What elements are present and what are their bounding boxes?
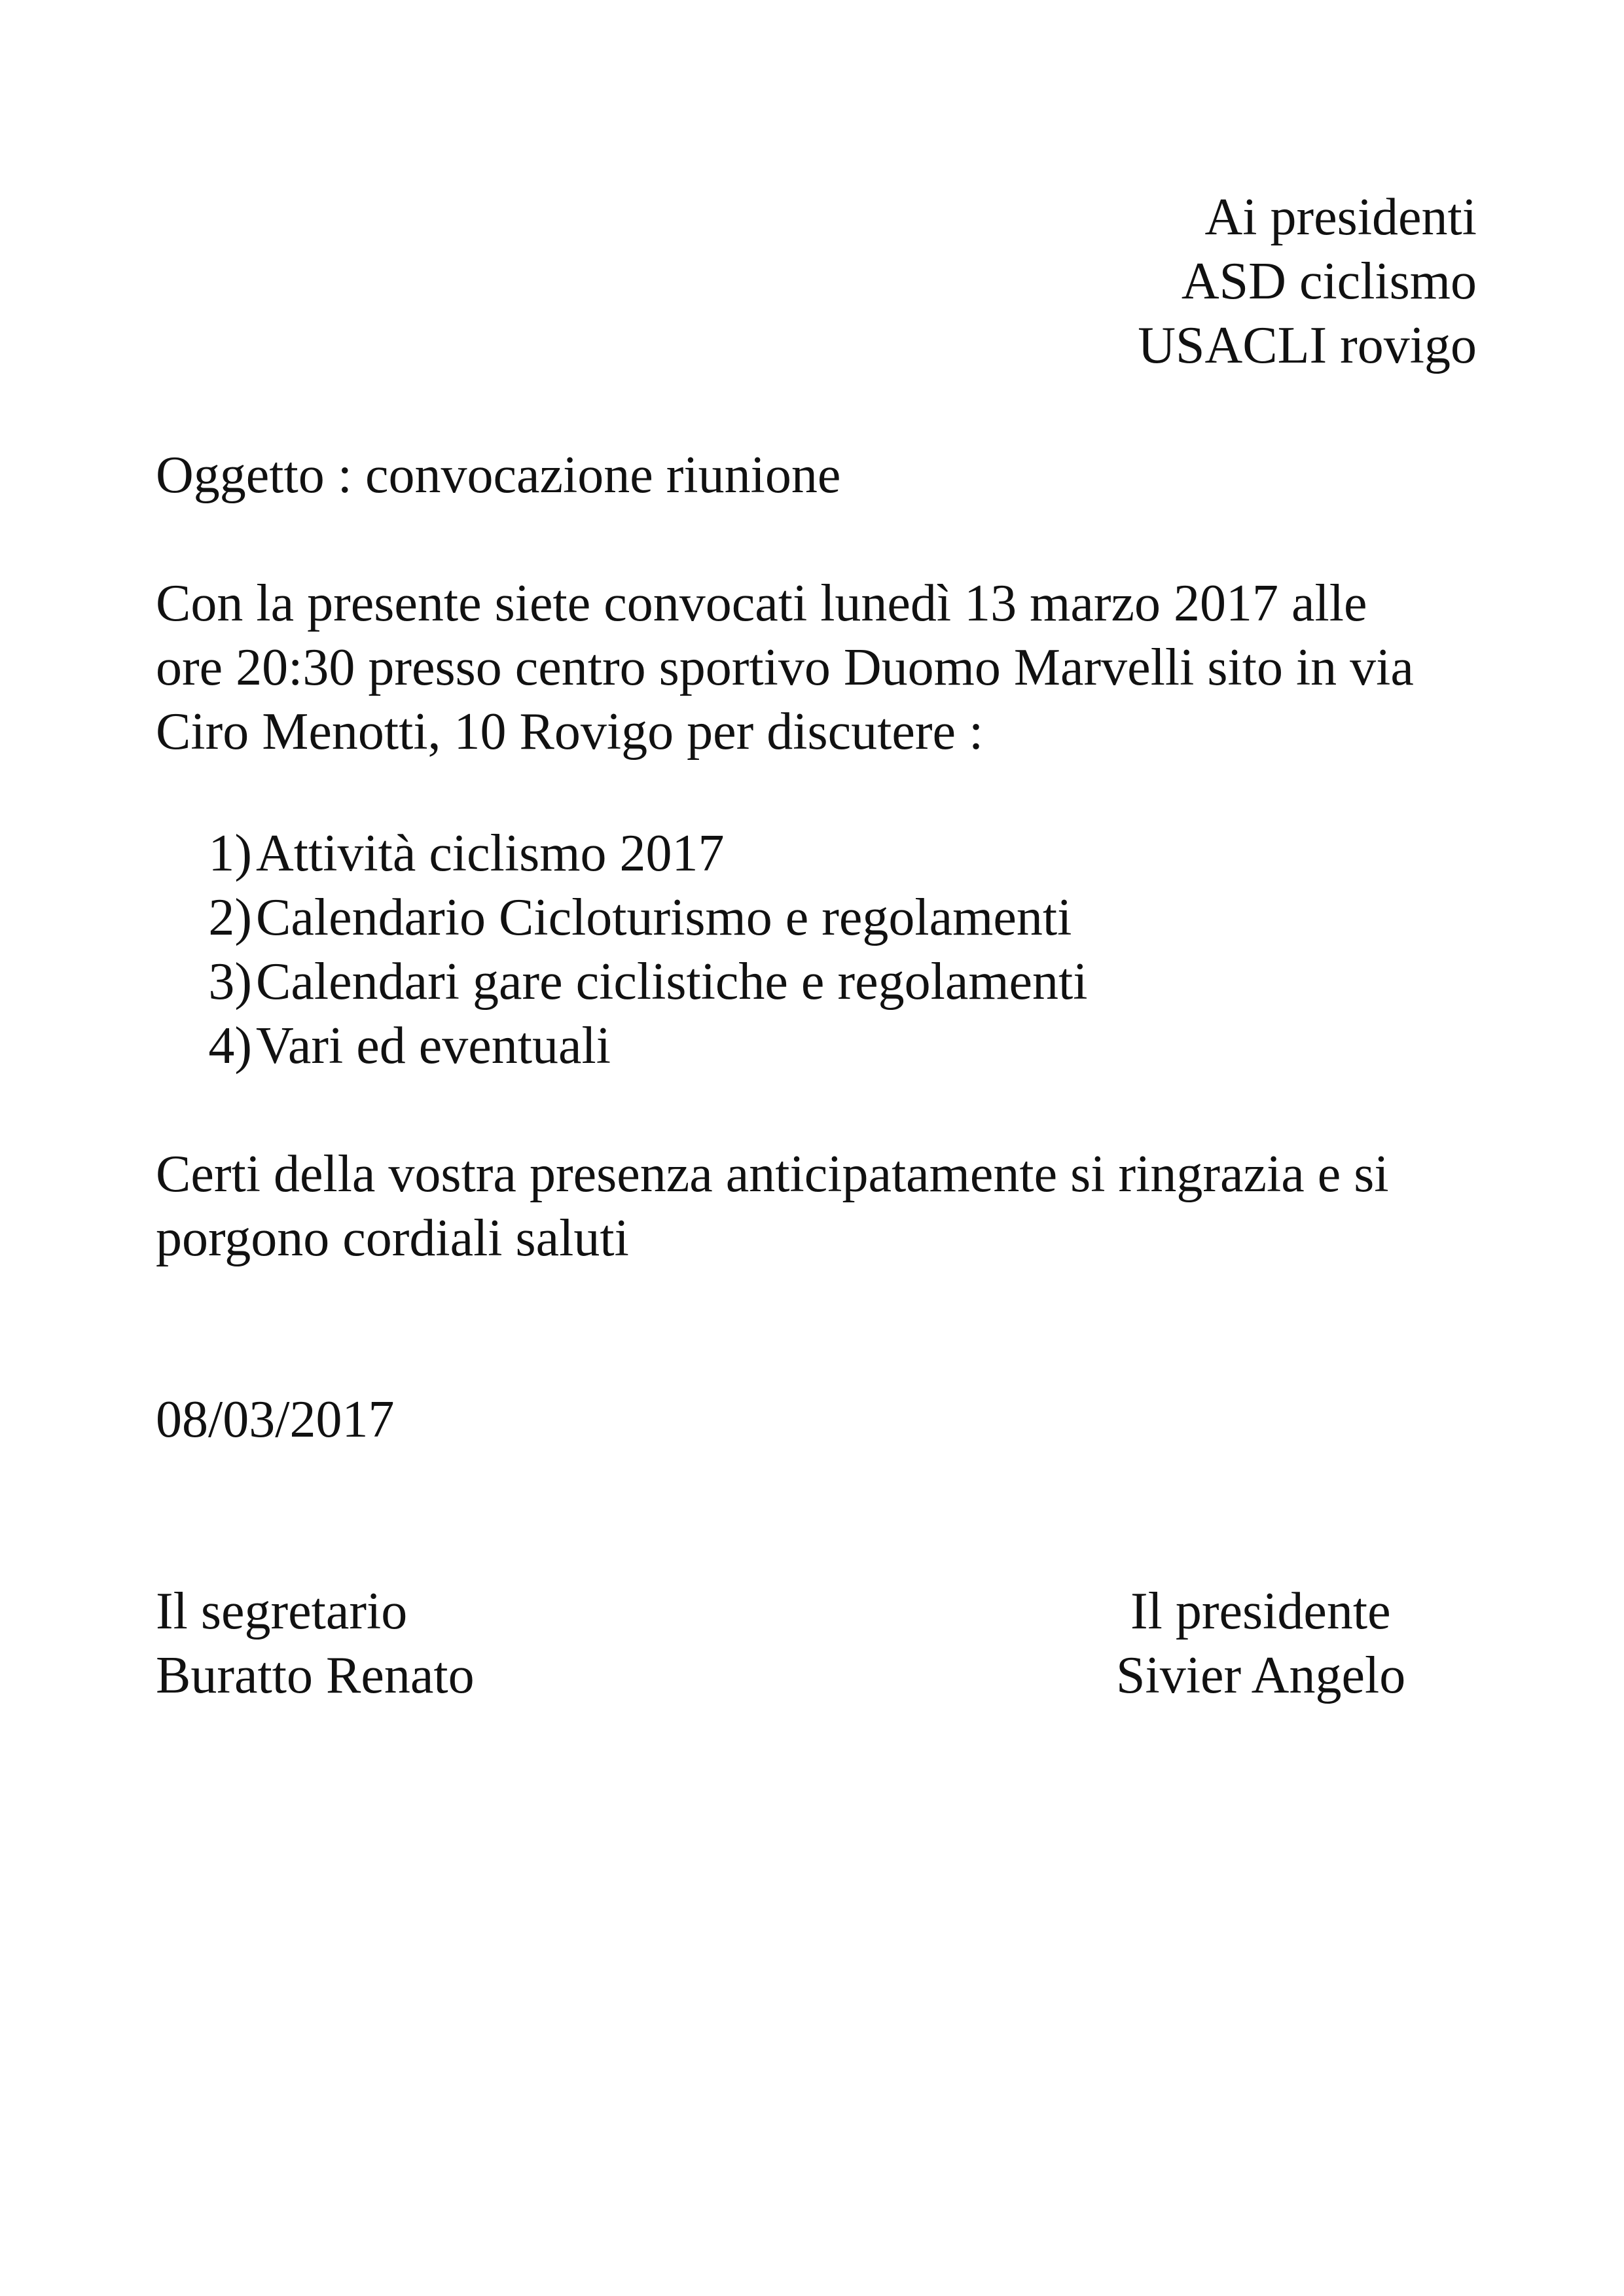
agenda-item-text: Vari ed eventuali xyxy=(256,1017,611,1075)
document-date: 08/03/2017 xyxy=(156,1391,395,1448)
signature-role: Il segretario xyxy=(156,1583,408,1640)
agenda-item-number: 2) xyxy=(208,889,252,946)
body-paragraph xyxy=(156,571,1414,764)
signature-president xyxy=(1116,1579,1405,1708)
agenda-list xyxy=(200,821,1088,1078)
closing-line: Certi della vostra presenza anticipatamente si ringrazia e si xyxy=(156,1145,1389,1203)
recipient-line: Ai presidenti xyxy=(1204,188,1477,246)
agenda-item xyxy=(200,821,1088,886)
agenda-item-number: 3) xyxy=(208,953,252,1011)
signature-secretary xyxy=(156,1579,475,1708)
recipient-line: USACLI rovigo xyxy=(1138,317,1477,374)
agenda-item-text: Calendari gare ciclistiche e regolamenti xyxy=(256,953,1088,1011)
agenda-item-number: 1) xyxy=(208,825,252,882)
closing-line: porgono cordiali saluti xyxy=(156,1210,629,1267)
closing-paragraph xyxy=(156,1142,1389,1270)
agenda-item-text: Calendario Cicloturismo e regolamenti xyxy=(256,889,1072,946)
body-line: Ciro Menotti, 10 Rovigo per discutere : xyxy=(156,703,984,761)
agenda-item-text: Attività ciclismo 2017 xyxy=(256,825,725,882)
agenda-item xyxy=(200,886,1088,950)
signature-role: Il presidente xyxy=(1130,1583,1391,1640)
signature-name: Buratto Renato xyxy=(156,1647,475,1704)
signature-name: Sivier Angelo xyxy=(1116,1647,1406,1704)
agenda-item xyxy=(200,950,1088,1014)
recipient-line: ASD ciclismo xyxy=(1181,253,1477,310)
subject-line: Oggetto : convocazione riunione xyxy=(156,446,841,504)
agenda-item-number: 4) xyxy=(208,1017,252,1075)
recipient-block xyxy=(1138,185,1477,378)
agenda-item xyxy=(200,1014,1088,1078)
body-line: Con la presente siete convocati lunedì 13 marzo 2017 alle xyxy=(156,575,1367,632)
body-line: ore 20:30 presso centro sportivo Duomo Marvelli sito in via xyxy=(156,639,1414,696)
